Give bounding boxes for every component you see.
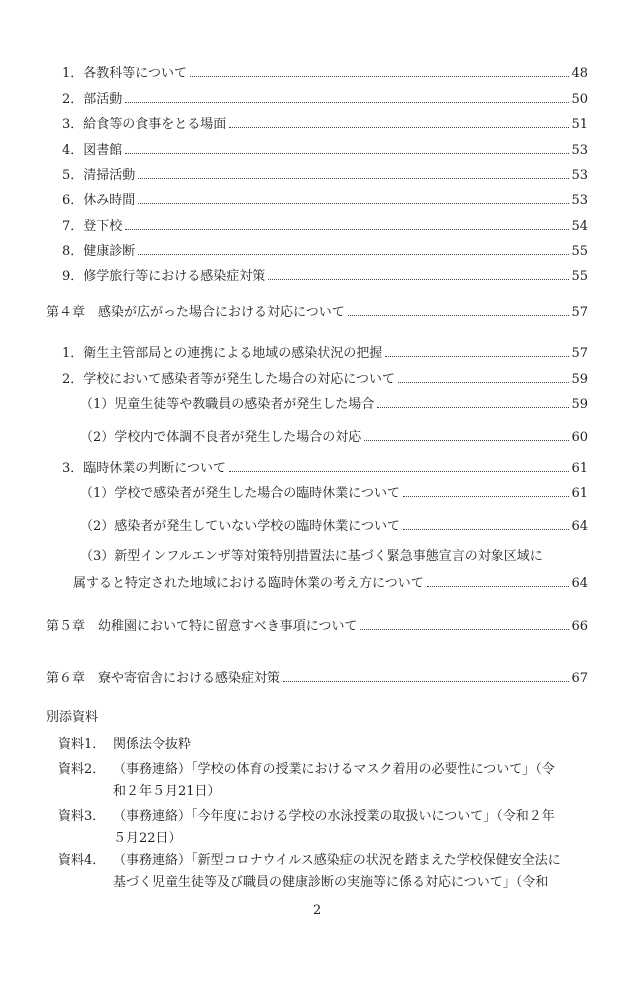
dot-leader <box>268 279 569 280</box>
toc-entry-label: 第５章 幼稚園において特に留意すべき事項について <box>46 619 358 634</box>
page-number: 55 <box>571 269 588 284</box>
dot-leader <box>138 254 569 255</box>
page-number: 48 <box>571 66 588 81</box>
toc-entry[interactable] <box>80 518 588 536</box>
dot-leader <box>403 529 569 530</box>
dot-leader <box>283 681 569 682</box>
toc-entry[interactable] <box>62 65 588 83</box>
appendix-item-number: 資料3． <box>58 809 106 824</box>
dot-leader <box>377 407 569 408</box>
chapter-6-entry[interactable] <box>46 670 588 688</box>
dot-leader <box>364 440 569 441</box>
page-number: 53 <box>571 193 588 208</box>
toc-entry-label: 3．臨時休業の判断について <box>62 461 227 476</box>
toc-entry-label: 2．学校において感染者等が発生した場合の対応について <box>62 372 396 387</box>
toc-entry-label: （2）学校内で体調不良者が発生した場合の対応 <box>80 430 362 445</box>
dot-leader <box>427 586 570 587</box>
dot-leader <box>125 229 569 230</box>
toc-entry-label: （3）新型インフルエンザ等対策特別措置法に基づく緊急事態宣言の対象区域に <box>80 549 543 564</box>
page-number: 57 <box>571 305 588 320</box>
toc-entry-label: 第６章 寮や寄宿舎における感染症対策 <box>46 671 281 686</box>
chapter-4-entry[interactable] <box>46 304 588 322</box>
toc-entry[interactable] <box>62 243 588 261</box>
page-number: 54 <box>571 219 588 234</box>
appendix-item-text: （事務連絡）「今年度における学校の水泳授業の取扱いについて」（令和２年 <box>113 809 555 824</box>
toc-entry-label: 9．修学旅行等における感染症対策 <box>62 269 266 284</box>
dot-leader <box>125 153 569 154</box>
toc-entry-label: （1）児童生徒等や教職員の感染者が発生した場合 <box>80 397 375 412</box>
dot-leader <box>403 496 569 497</box>
toc-entry-label: 第４章 感染が広がった場合における対応について <box>46 305 345 320</box>
appendix-item-text: 基づく児童生徒等及び職員の健康診断の実施等に係る対応について」（令和 <box>113 875 549 890</box>
toc-entry[interactable] <box>62 91 588 109</box>
dot-leader <box>190 76 569 77</box>
toc-entry[interactable] <box>73 575 588 593</box>
dot-leader <box>348 315 570 316</box>
page-number: 50 <box>571 92 588 107</box>
appendix-title: 別添資料 <box>46 710 99 725</box>
dot-leader <box>385 356 569 357</box>
toc-entry-label: 8．健康診断 <box>62 244 136 259</box>
page-number: 57 <box>571 346 588 361</box>
toc-entry-label: 5．清掃活動 <box>62 168 136 183</box>
chapter-5-entry[interactable] <box>46 618 588 636</box>
toc-entry[interactable] <box>80 485 588 503</box>
page-number: 55 <box>571 244 588 259</box>
toc-entry[interactable] <box>62 116 588 134</box>
toc-entry[interactable] <box>62 142 588 160</box>
dot-leader <box>125 102 569 103</box>
toc-entry-label: 4．図書館 <box>62 143 123 158</box>
toc-entry[interactable] <box>62 460 588 478</box>
dot-leader <box>138 203 569 204</box>
page-number: 64 <box>571 519 588 534</box>
toc-entry[interactable] <box>62 268 588 286</box>
appendix-item-number: 資料2． <box>58 762 106 777</box>
page-number: 53 <box>571 143 588 158</box>
toc-entry-label: 2．部活動 <box>62 92 123 107</box>
dot-leader <box>229 471 569 472</box>
appendix-item-text: 和２年５月21日） <box>113 784 221 799</box>
page-number: 61 <box>571 486 588 501</box>
toc-entry[interactable] <box>80 429 588 447</box>
dot-leader <box>229 127 569 128</box>
appendix-item-text: ５月22日） <box>113 831 182 846</box>
toc-entry-label: 1．各教科等について <box>62 66 188 81</box>
page-number: 59 <box>571 397 588 412</box>
toc-entry[interactable] <box>62 192 588 210</box>
toc-entry[interactable] <box>80 396 588 414</box>
appendix-item-number: 資料1． <box>58 737 106 752</box>
page-number: 53 <box>571 168 588 183</box>
toc-entry[interactable] <box>62 345 588 363</box>
page-number: 66 <box>571 619 588 634</box>
page-number: 59 <box>571 372 588 387</box>
page-number: 61 <box>571 461 588 476</box>
appendix-item-text: （事務連絡）「学校の体育の授業におけるマスク着用の必要性について」（令 <box>113 762 555 777</box>
appendix-item-text: （事務連絡）「新型コロナウイルス感染症の状況を踏まえた学校保健安全法に <box>113 853 561 868</box>
appendix-item-text: 関係法令抜粋 <box>113 737 192 752</box>
toc-entry-label: 3．給食等の食事をとる場面 <box>62 117 227 132</box>
page-number: 51 <box>571 117 588 132</box>
toc-entry-label: （2）感染者が発生していない学校の臨時休業について <box>80 519 401 534</box>
page-footer-number: 2 <box>313 903 322 918</box>
toc-entry-label: 1．衛生主管部局との連携による地域の感染状況の把握 <box>62 346 383 361</box>
toc-entry-label: 6．休み時間 <box>62 193 136 208</box>
dot-leader <box>138 178 569 179</box>
toc-entry-label: 7．登下校 <box>62 219 123 234</box>
dot-leader <box>360 629 569 630</box>
page-number: 60 <box>571 430 588 445</box>
toc-entry[interactable] <box>62 218 588 236</box>
dot-leader <box>398 382 569 383</box>
toc-entry[interactable] <box>62 371 588 389</box>
page-number: 64 <box>571 576 588 591</box>
toc-entry-label: 属すると特定された地域における臨時休業の考え方について <box>73 576 424 591</box>
page-number: 67 <box>571 671 588 686</box>
toc-entry[interactable] <box>62 167 588 185</box>
toc-entry-label: （1）学校で感染者が発生した場合の臨時休業について <box>80 486 401 501</box>
appendix-item-number: 資料4． <box>58 853 106 868</box>
